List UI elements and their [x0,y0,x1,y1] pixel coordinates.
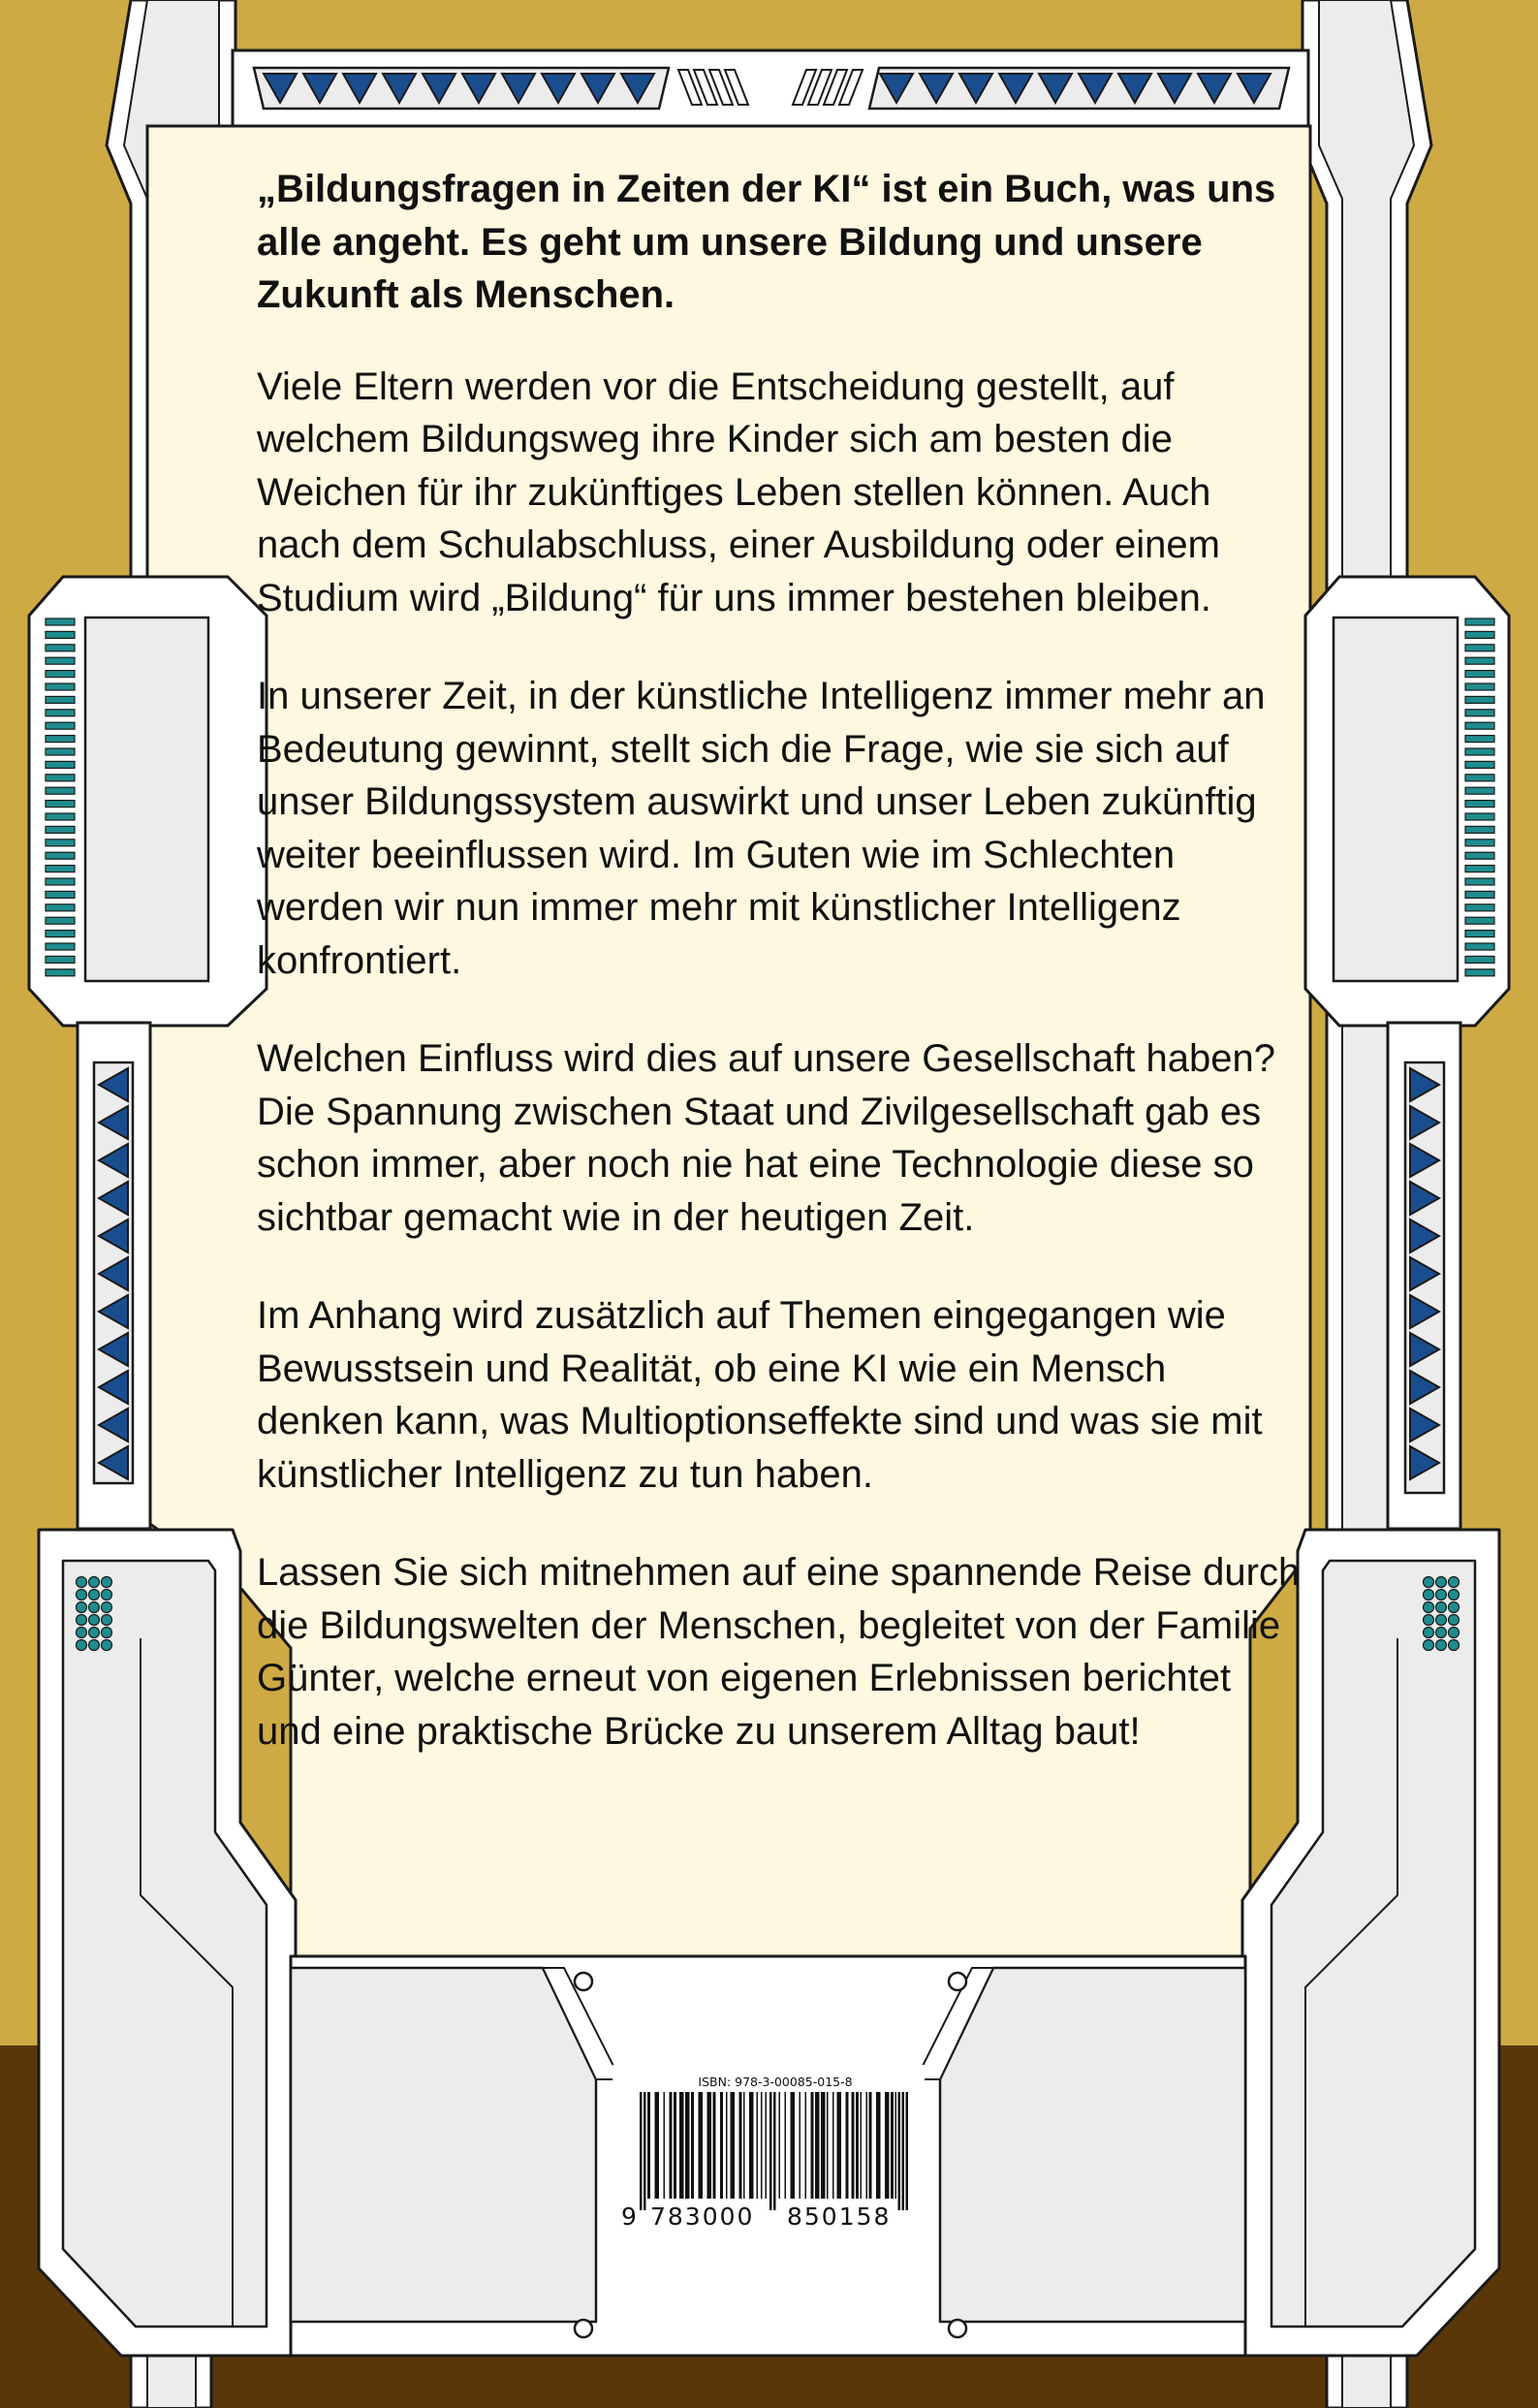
dot [1424,1640,1434,1651]
right-triangle-column [1388,1023,1460,1529]
dot [77,1602,87,1613]
dot [1436,1602,1447,1613]
dot [1424,1602,1434,1613]
vent-slot [1465,710,1494,716]
dot [102,1577,112,1588]
dot [77,1615,87,1626]
vent-slot [1465,645,1494,651]
barcode-bar [821,2092,826,2199]
barcode-bar [846,2092,849,2199]
screw-icon [575,2320,592,2337]
dot [77,1640,87,1651]
left-triangle-column [78,1023,150,1529]
barcode-bar [906,2092,909,2210]
vent-slot [46,852,75,859]
vent-slot [46,969,75,976]
vent-slot [1465,840,1494,846]
barcode-bar [898,2092,901,2210]
barcode-bar [866,2092,868,2199]
barcode-bar [679,2092,684,2199]
barcode-bar [691,2092,694,2199]
barcode-bar [869,2092,872,2199]
blurb-paragraph: In unserer Zeit, in der künstliche Intelligenz immer mehr an Bedeutung gewinnt, stellt sich die Frage, wie sie sich auf unser Bildungssystem auswirkt und unser Leben zukünftig weiter beeinflussen wird. Im Guten wie im Schlechten werden wir nun immer mehr mit künstlicher Intelligenz konfrontiert. [257,675,1266,982]
vent-slot [1465,722,1494,729]
barcode-bar [699,2092,704,2199]
vent-slot [46,917,75,924]
barcode-bar [743,2092,745,2199]
barcode-bar [856,2092,859,2199]
barcode-bar [852,2092,855,2199]
barcode-bar [895,2092,897,2199]
barcode-bar [891,2092,894,2199]
dot [77,1628,87,1638]
dot [89,1590,100,1600]
barcode-bar [773,2092,776,2210]
right-vent-module [1305,577,1509,1026]
vent-slot [1465,801,1494,808]
blurb-paragraph: Viele Eltern werden vor die Entscheidung gestellt, auf welchem Bildungsweg ihre Kinder sich am besten die Weichen für ihr zukünftiges Leben stellen können. Auch nach dem Schulabschluss, einer Ausbildung oder einem Studium wird „Bildung“ für uns immer bestehen bleiben. [257,364,1220,619]
vent-slot [1465,775,1494,781]
vent-slot [46,840,75,846]
vent-slot [1465,787,1494,794]
dot [89,1640,100,1651]
barcode-bar [811,2092,814,2199]
barcode-bar [815,2092,820,2199]
barcode-bar [766,2092,768,2199]
vent-slot [46,943,75,950]
vent-slot [1465,931,1494,937]
vent-slot [46,761,75,768]
barcode-bar [749,2092,754,2199]
barcode-bar [726,2092,728,2199]
vent-slot [46,710,75,716]
dot [102,1615,112,1626]
dot [1436,1640,1447,1651]
vent-slot [1465,943,1494,950]
barcode-bar [674,2092,676,2199]
screw-icon [949,1973,966,1990]
vent-slot [46,748,75,755]
dot [1449,1577,1460,1588]
dot [1424,1628,1434,1638]
vent-slot [1465,736,1494,743]
vent-slot [1465,618,1494,625]
vent-slot [1465,631,1494,638]
dot [1449,1590,1460,1600]
dot [102,1640,112,1651]
vent-slot [46,671,75,678]
ean-first-digit: 9 [621,2202,637,2231]
dot [89,1577,100,1588]
vent-slot [1465,852,1494,859]
ean-left-digits: 783000 [650,2202,755,2231]
blurb-lead: „Bildungsfragen in Zeiten der KI“ ist ein Buch, was uns alle angeht. Es geht um unsere Bildung und unsere Zukunft als Menschen. [257,168,1276,316]
barcode-bar [739,2092,742,2199]
dot [102,1590,112,1600]
dot [89,1628,100,1638]
vent-slot [46,736,75,743]
dot [77,1590,87,1600]
barcode-bar [713,2092,716,2199]
barcode-bar [837,2092,842,2199]
vent-slot [1465,878,1494,885]
dot [1449,1628,1460,1638]
barcode-bar [720,2092,723,2199]
dot [1436,1615,1447,1626]
barcode-bar [861,2092,863,2199]
barcode-bar [707,2092,712,2199]
vent-slot [46,866,75,872]
barcode-bar [791,2092,796,2199]
vent-slot [46,787,75,794]
barcode-bar [757,2092,759,2199]
blurb-paragraph: Im Anhang wird zusätzlich auf Themen eingegangen wie Bewusstsein und Realität, ob eine KI wie ein Mensch denken kann, was Multioptionseffekte sind und was sie mit künstlicher Intelligenz zu tun haben. [257,1294,1263,1496]
dot [1449,1602,1460,1613]
vent-slot [46,891,75,898]
barcode-bar [640,2092,643,2210]
vent-slot [1465,761,1494,768]
dot [102,1602,112,1613]
barcode-bar [805,2092,807,2199]
vent-slot [1465,696,1494,703]
vent-slot [46,645,75,651]
dot [1424,1577,1434,1588]
vent-slot [46,722,75,729]
vent-slot [46,618,75,625]
barcode-bar [769,2092,772,2210]
vent-slot [46,904,75,911]
ean-right-digits: 850158 [787,2202,892,2231]
barcode-bar [685,2092,690,2199]
vent-slot [46,813,75,820]
vent-slot [46,775,75,781]
barcode-bar [827,2092,829,2199]
vent-slot [46,956,75,963]
dot [1436,1577,1447,1588]
vent-slot [1465,671,1494,678]
vent-slot [1465,917,1494,924]
barcode-bar [761,2092,763,2199]
barcode-bar [785,2092,787,2199]
barcode-bar [670,2092,673,2199]
screw-icon [575,1973,592,1990]
vent-slot [46,878,75,885]
vent-slot [46,826,75,833]
barcode-bar [655,2092,660,2199]
vent-slot [1465,891,1494,898]
vent-slot [1465,969,1494,976]
barcode-bar [902,2092,905,2210]
dot [102,1628,112,1638]
screw-icon [949,2320,966,2337]
barcode-bar [832,2092,834,2199]
vent-slot [1465,956,1494,963]
vent-slot [46,683,75,690]
blurb-paragraph: Welchen Einfluss wird dies auf unsere Gesellschaft haben? Die Spannung zwischen Staat und Zivilgesellschaft gab es schon immer, aber noch nie hat eine Technologie diese so sichtbar gemacht wie in der heutigen Zeit. [257,1037,1275,1239]
barcode-bar [800,2092,801,2199]
blurb-text [257,163,1303,1803]
barcode-bar [876,2092,881,2199]
vent-slot [1465,813,1494,820]
vent-slot [1465,683,1494,690]
vent-slot [1465,657,1494,664]
dot [1436,1628,1447,1638]
barcode-bar [731,2092,736,2199]
vent-slot [46,696,75,703]
vent-slot [46,657,75,664]
top-header-band [233,50,1308,126]
barcode-bar [664,2092,666,2199]
barcode-bar [643,2092,646,2210]
dot [1424,1590,1434,1600]
dot [1449,1615,1460,1626]
vent-slot [1465,904,1494,911]
barcode-bar [647,2092,650,2199]
dot [89,1615,100,1626]
blurb-paragraph: Lassen Sie sich mitnehmen auf eine spannende Reise durch die Bildungswelten der Menschen, begleitet von der Familie Günter, welche erneut von eigenen Erlebnissen berichtet und eine praktische Brücke zu unserem Alltag baut! [257,1551,1301,1753]
dot [89,1602,100,1613]
isbn-label: ISBN: 978-3-00085-015-8 [698,2075,853,2089]
dot [1424,1615,1434,1626]
dot [1449,1640,1460,1651]
vent-slot [46,631,75,638]
vent-slot [46,931,75,937]
vent-slot [1465,748,1494,755]
bottom-base-plate [291,1956,1245,2356]
vent-slot [1465,866,1494,872]
left-vent-module [29,577,267,1026]
vent-slot [1465,826,1494,833]
barcode-bar [779,2092,781,2199]
barcode-bar [885,2092,890,2199]
dot [77,1577,87,1588]
dot [1436,1590,1447,1600]
vent-slot [46,801,75,808]
